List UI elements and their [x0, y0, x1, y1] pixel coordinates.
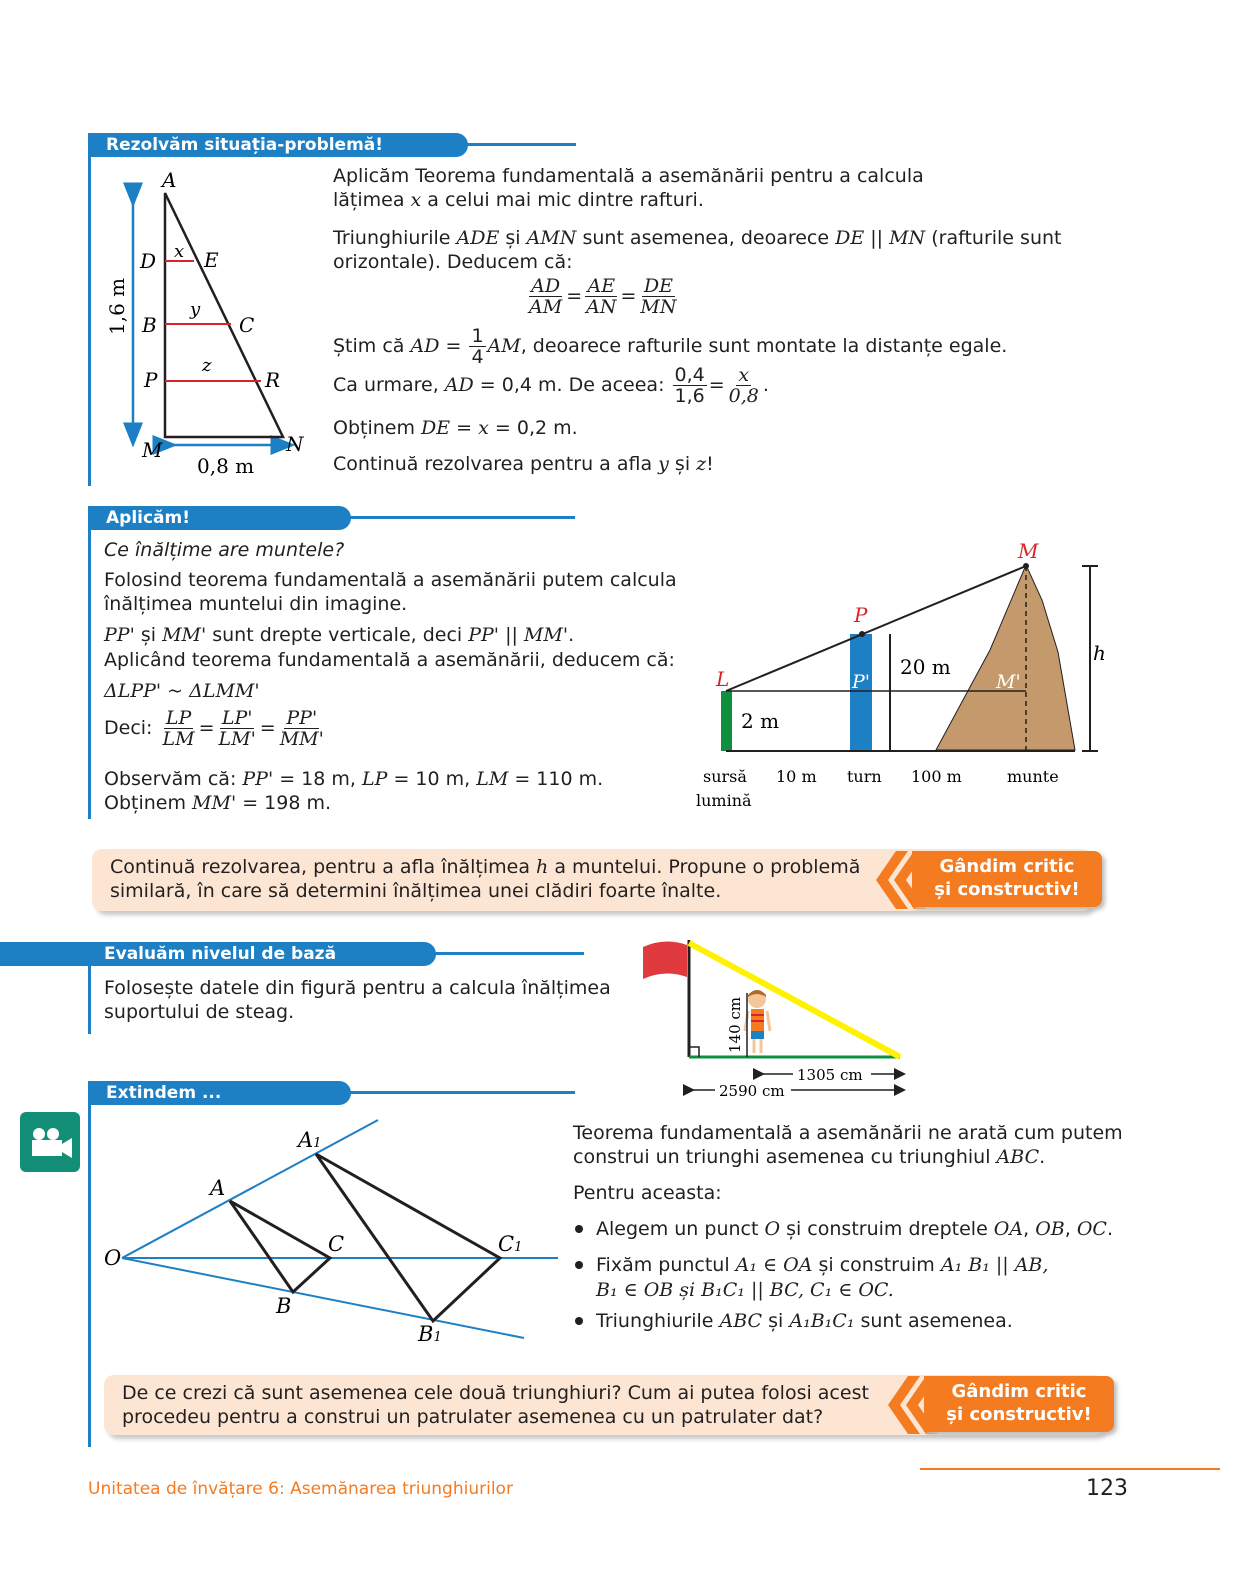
s1-line1: Aplicăm Teorema fundamentală a asemănării pentru a calcula — [333, 165, 924, 187]
badge-critical-thinking — [924, 1376, 1114, 1432]
badge-line2: și constructiv! — [946, 1404, 1092, 1425]
fig-label-D: D — [140, 249, 157, 273]
fig-label-C1: C1 — [498, 1232, 523, 1256]
fig-label-P: P — [144, 368, 158, 392]
fig-caption-source2: lumină — [696, 791, 752, 810]
fig-label-Pprime: P' — [852, 671, 871, 693]
fig-label-y: y — [190, 299, 201, 320]
footer-unit-title: Unitatea de învățare 6: Asemănarea triunghiurilor — [88, 1479, 513, 1499]
s1-line6: Ca urmare, AD = 0,4 m. De aceea: $\frac{0,4}{1,6}$ = $\frac{x}{0,8}$ . — [333, 364, 769, 407]
section-header-line — [349, 1091, 575, 1094]
s4-bullet1: Alegem un punct O și construim dreptele OA, OB, OC. — [596, 1218, 1114, 1240]
s2-l1: Folosind teorema fundamentală a asemănării putem calcula — [104, 569, 677, 591]
fig-caption-tower: turn — [847, 767, 882, 786]
fig-label-h: h — [1093, 641, 1106, 665]
section-left-bar — [88, 506, 91, 819]
s4-bullet3: Triunghiurile ABC și A₁B₁C₁ sunt asemenea. — [596, 1310, 1013, 1332]
flag-figure — [635, 935, 915, 1103]
fig-label-M: M — [1018, 540, 1039, 563]
fig-label-20m: 20 m — [900, 655, 951, 679]
fig-label-2m: 2 m — [741, 709, 780, 733]
fig-label-C: C — [328, 1232, 345, 1256]
fig-caption-source: sursă — [703, 767, 747, 786]
fig-label-P: P — [854, 603, 868, 627]
callout-line2: procedeu pentru a construi un patrulater asemenea cu un patrulater dat? — [122, 1406, 824, 1428]
shelves-triangle-figure — [100, 165, 320, 485]
s1-line7: Obținem DE = x = 0,2 m. — [333, 417, 578, 439]
mountain-figure — [690, 540, 1120, 815]
s1-line2: lățimea x a celui mai mic dintre rafturi. — [333, 189, 704, 211]
s2-question: Ce înălțime are muntele? — [104, 539, 345, 561]
page-number: 123 — [1086, 1476, 1128, 1501]
s2-l4: Aplicând teorema fundamentală a asemănării, deducem că: — [104, 649, 675, 671]
s2-l7: Observăm că: PP' = 18 m, LP = 10 m, LM = 110 m. — [104, 768, 604, 790]
fig-label-E: E — [204, 248, 219, 272]
badge-critical-thinking — [912, 851, 1102, 907]
bullet-dot — [575, 1317, 583, 1325]
s4-bullet2: Fixăm punctul A₁ ∈ OA și construim A₁ B₁ || AB, — [596, 1254, 1049, 1276]
fig-label-L: L — [716, 667, 730, 691]
video-camera-icon[interactable] — [20, 1112, 80, 1172]
s4-bullet2-line2: B₁ ∈ OB și B₁C₁ || BC, C₁ ∈ OC. — [596, 1279, 894, 1301]
fig-caption-100m: 100 m — [911, 767, 962, 786]
callout-line1: De ce crezi că sunt asemenea cele două triunghiuri? Cum ai putea folosi acest — [122, 1382, 869, 1404]
section-header-line — [349, 516, 575, 519]
section-header-line — [466, 143, 576, 146]
s1-line3: Triunghiurile ADE și AMN sunt asemenea, deoarece DE || MN (rafturile sunt — [333, 227, 1062, 249]
section-header-line — [434, 952, 584, 955]
section-left-bar — [88, 966, 91, 1034]
bullet-dot — [575, 1261, 583, 1269]
section-header-situatia-problema: Rezolvăm situația-problemă! — [88, 133, 468, 157]
fig-label-A1: A1 — [298, 1128, 322, 1152]
s1-line8: Continuă rezolvarea pentru a afla y și z! — [333, 453, 714, 475]
fig-label-M: M — [142, 438, 163, 462]
fig-label-base: 0,8 m — [197, 454, 255, 478]
badge-line1: Gândim critic — [939, 856, 1075, 877]
fig-label-R: R — [265, 368, 281, 392]
fig-label-C: C — [239, 313, 255, 337]
boy-figure — [745, 990, 770, 1053]
fig-label-140cm: 140 cm — [726, 996, 744, 1053]
fig-label-N: N — [286, 432, 304, 456]
fig-label-B1: B1 — [418, 1322, 442, 1346]
s4-l1: Teorema fundamentală a asemănării ne arată cum putem — [573, 1122, 1123, 1144]
s2-similarity: ΔLPP' ~ ΔLMM' — [104, 680, 260, 702]
section-header-evaluam: Evaluăm nivelul de bază — [0, 942, 436, 966]
fig-caption-mountain: munte — [1007, 767, 1059, 786]
homothety-figure — [100, 1115, 570, 1355]
fig-caption-10m: 10 m — [776, 767, 817, 786]
fig-label-z: z — [202, 355, 212, 376]
s2-l6: Deci: $\frac{LP}{LM}$ = $\frac{LP'}{LM'}$ = $\frac{PP'}{MM'}$ — [104, 707, 324, 750]
s4-l2: construi un triunghi asemenea cu triunghiul ABC. — [573, 1146, 1046, 1168]
badge-line2: și constructiv! — [934, 879, 1080, 900]
footer-rule — [920, 1468, 1220, 1470]
s1-ratio-equation: $\frac{AD}{AM}$ = $\frac{AE}{AN}$ = $\frac{DE}{MN}$ — [529, 275, 677, 318]
callout-line2: similară, în care să determini înălțimea unei clădiri foarte înalte. — [110, 880, 722, 902]
fig-label-B: B — [142, 313, 157, 337]
fig-label-O: O — [104, 1246, 122, 1270]
bullet-dot — [575, 1225, 583, 1233]
fig-label-A: A — [210, 1176, 226, 1200]
s1-line5: Știm că AD = $\frac{1}{4}$ AM, deoarece rafturile sunt montate la distanțe egale. — [333, 325, 1008, 368]
fig-label-B: B — [276, 1294, 292, 1318]
s3-l2: suportului de steag. — [104, 1001, 295, 1023]
s4-l3: Pentru aceasta: — [573, 1182, 722, 1204]
fig-label-1305cm: 1305 cm — [797, 1066, 863, 1084]
section-left-bar — [88, 1081, 91, 1447]
section-left-bar — [88, 133, 91, 486]
fig-label-A: A — [162, 168, 177, 192]
s2-l2: înălțimea muntelui din imagine. — [104, 593, 408, 615]
fig-label-x: x — [174, 241, 185, 262]
fig-label-height: 1,6 m — [105, 277, 129, 335]
s2-l3: PP' și MM' sunt drepte verticale, deci PP' || MM'. — [104, 624, 575, 646]
fig-label-2590cm: 2590 cm — [719, 1082, 785, 1100]
callout-line1: Continuă rezolvarea, pentru a afla înălțimea h a muntelui. Propune o problemă — [110, 856, 861, 878]
section-header-aplicam: Aplicăm! — [88, 506, 351, 530]
fig-label-Mprime: M' — [996, 671, 1021, 693]
s2-l8: Obținem MM' = 198 m. — [104, 792, 332, 814]
s1-line4: orizontale). Deducem că: — [333, 251, 573, 273]
s3-l1: Folosește datele din figură pentru a calcula înălțimea — [104, 977, 611, 999]
badge-line1: Gândim critic — [951, 1381, 1087, 1402]
section-header-extindem: Extindem ... — [88, 1081, 351, 1105]
